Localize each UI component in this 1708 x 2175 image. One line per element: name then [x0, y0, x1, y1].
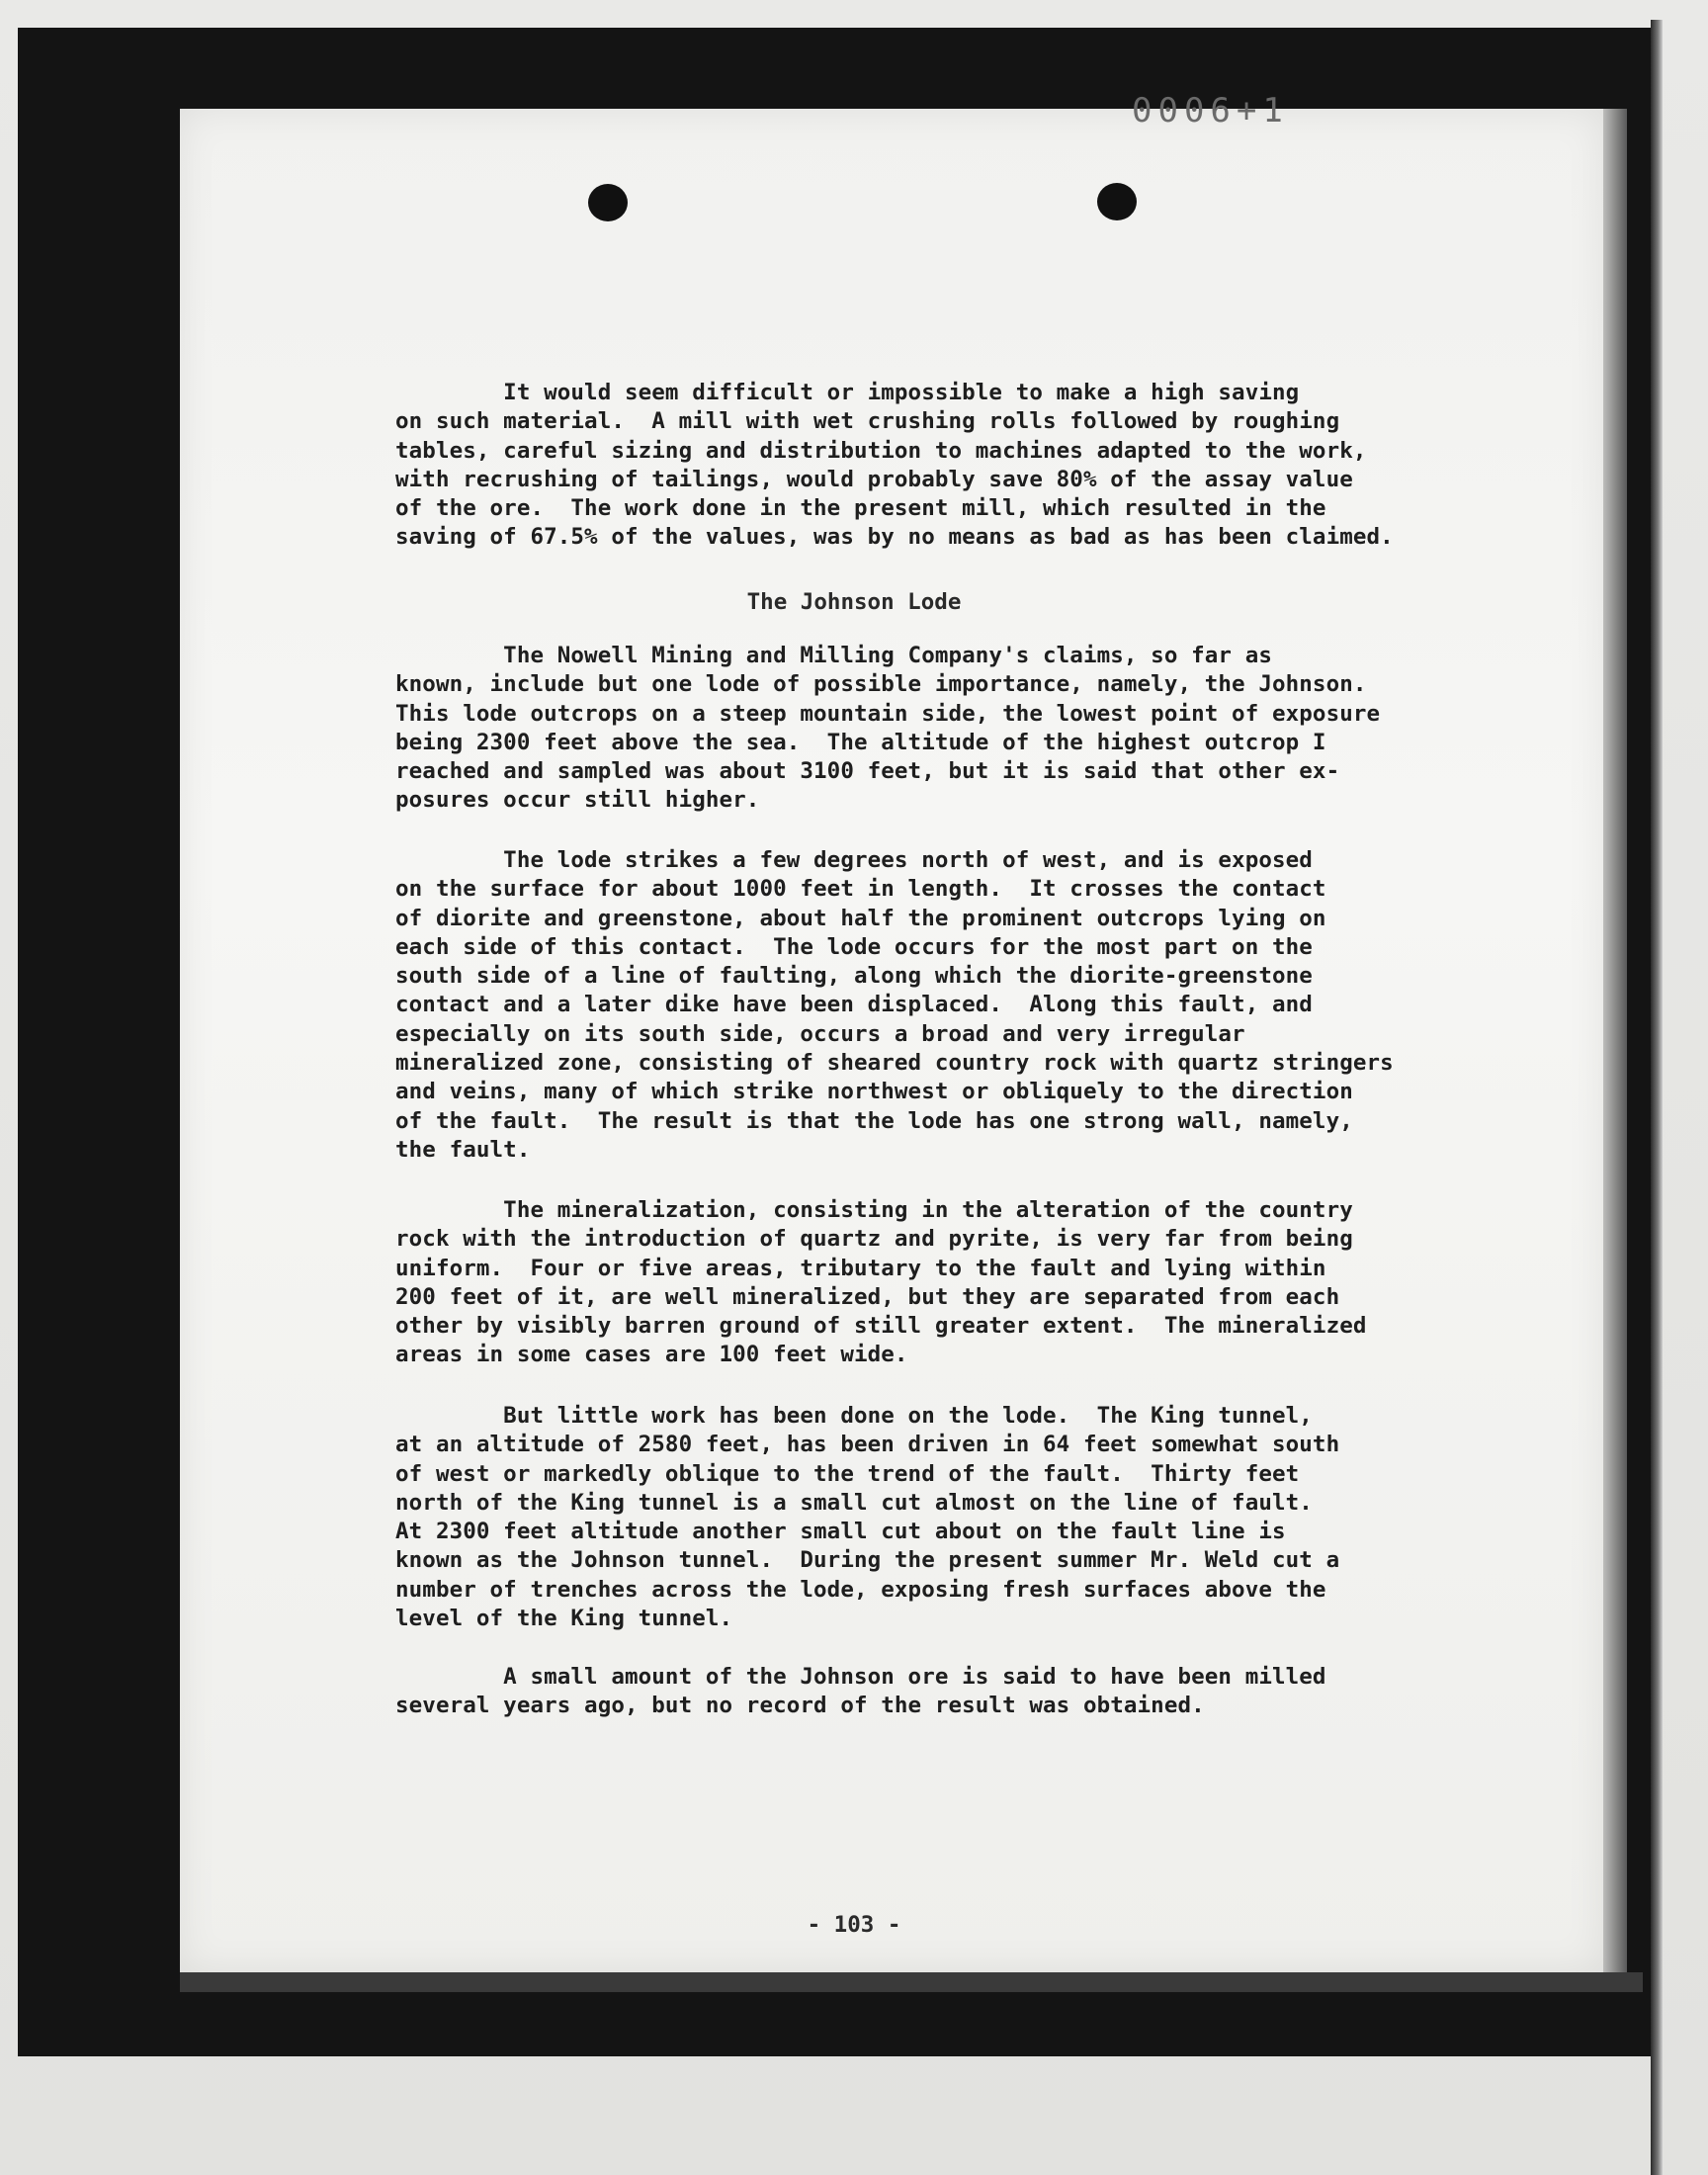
section-heading: The Johnson Lode	[746, 589, 962, 615]
paragraph-work-done: But little work has been done on the lode. The King tunnel, at an altitude of 2580 feet, has been driven in 64 feet somewhat south of west or markedly oblique to the trend of the fault. Thirty feet north of the King tunnel is a small cut almost on the line of fault. At 2300 feet altitude another small cut about on the fault line is known as the Johnson tunnel. During the present summer Mr. Weld cut a number of trenches across the lode, exposing fresh surfaces above the level of the King tunnel.	[395, 1403, 1340, 1632]
paragraph-lode-strike: The lode strikes a few degrees north of west, and is exposed on the surface for about 1000 feet in length. It crosses the contact of diorite and greenstone, about half the prominent outcrops lying on each side of this contact. The lode occurs for the most part on the south side of a line of faulting, along which the diorite-greenstone contact and a later dike have been displaced. Along this fault, and especially on its south side, occurs a broad and very irregular mineralized zone, consisting of sheared country rock with quartz stringers and veins, many of which strike northwest or obliquely to the direction of the fault. The result is that the lode has one strong wall, namely, the fault.	[395, 847, 1394, 1163]
page-number: - 103 -	[807, 1912, 901, 1938]
punch-hole-right	[1097, 183, 1137, 220]
paragraph-mineralization: The mineralization, consisting in the alteration of the country rock with the introduction of quartz and pyrite, is very far from being uniform. Four or five areas, tributary to the fault and lying within 200 feet of it, are well mineralized, but they are separated from each other by visibly barren ground of still greater extent. The mineralized areas in some cases are 100 feet wide.	[395, 1197, 1367, 1368]
punch-hole-left	[588, 184, 628, 221]
paragraph-milling-savings: It would seem difficult or impossible to make a high saving on such material. A mill with wet crushing rolls followed by roughing tables, careful sizing and distribution to machines adapted to the work, with recrushing of tailings, would probably save 80% of the assay value of the ore. The work done in the present mill, which resulted in the saving of 67.5% of the values, was by no means as bad as has been claimed.	[395, 380, 1394, 551]
archive-stamp-number: 0006+1	[1132, 91, 1289, 130]
paragraph-claims: The Nowell Mining and Milling Company's claims, so far as known, include but one lode of possible importance, namely, the Johnson. This lode outcrops on a steep mountain side, the lowest point of exposure being 2300 feet above the sea. The altitude of the highest outcrop I reached and sampled was about 3100 feet, but it is said that other ex- posures occur still higher.	[395, 643, 1381, 814]
page-edge-shadow	[1603, 109, 1627, 1972]
page-bottom-edge	[180, 1972, 1643, 1992]
film-edge	[1651, 20, 1663, 2175]
paragraph-milled-ore: A small amount of the Johnson ore is said to have been milled several years ago, but no record of the result was obtained.	[395, 1664, 1326, 1719]
